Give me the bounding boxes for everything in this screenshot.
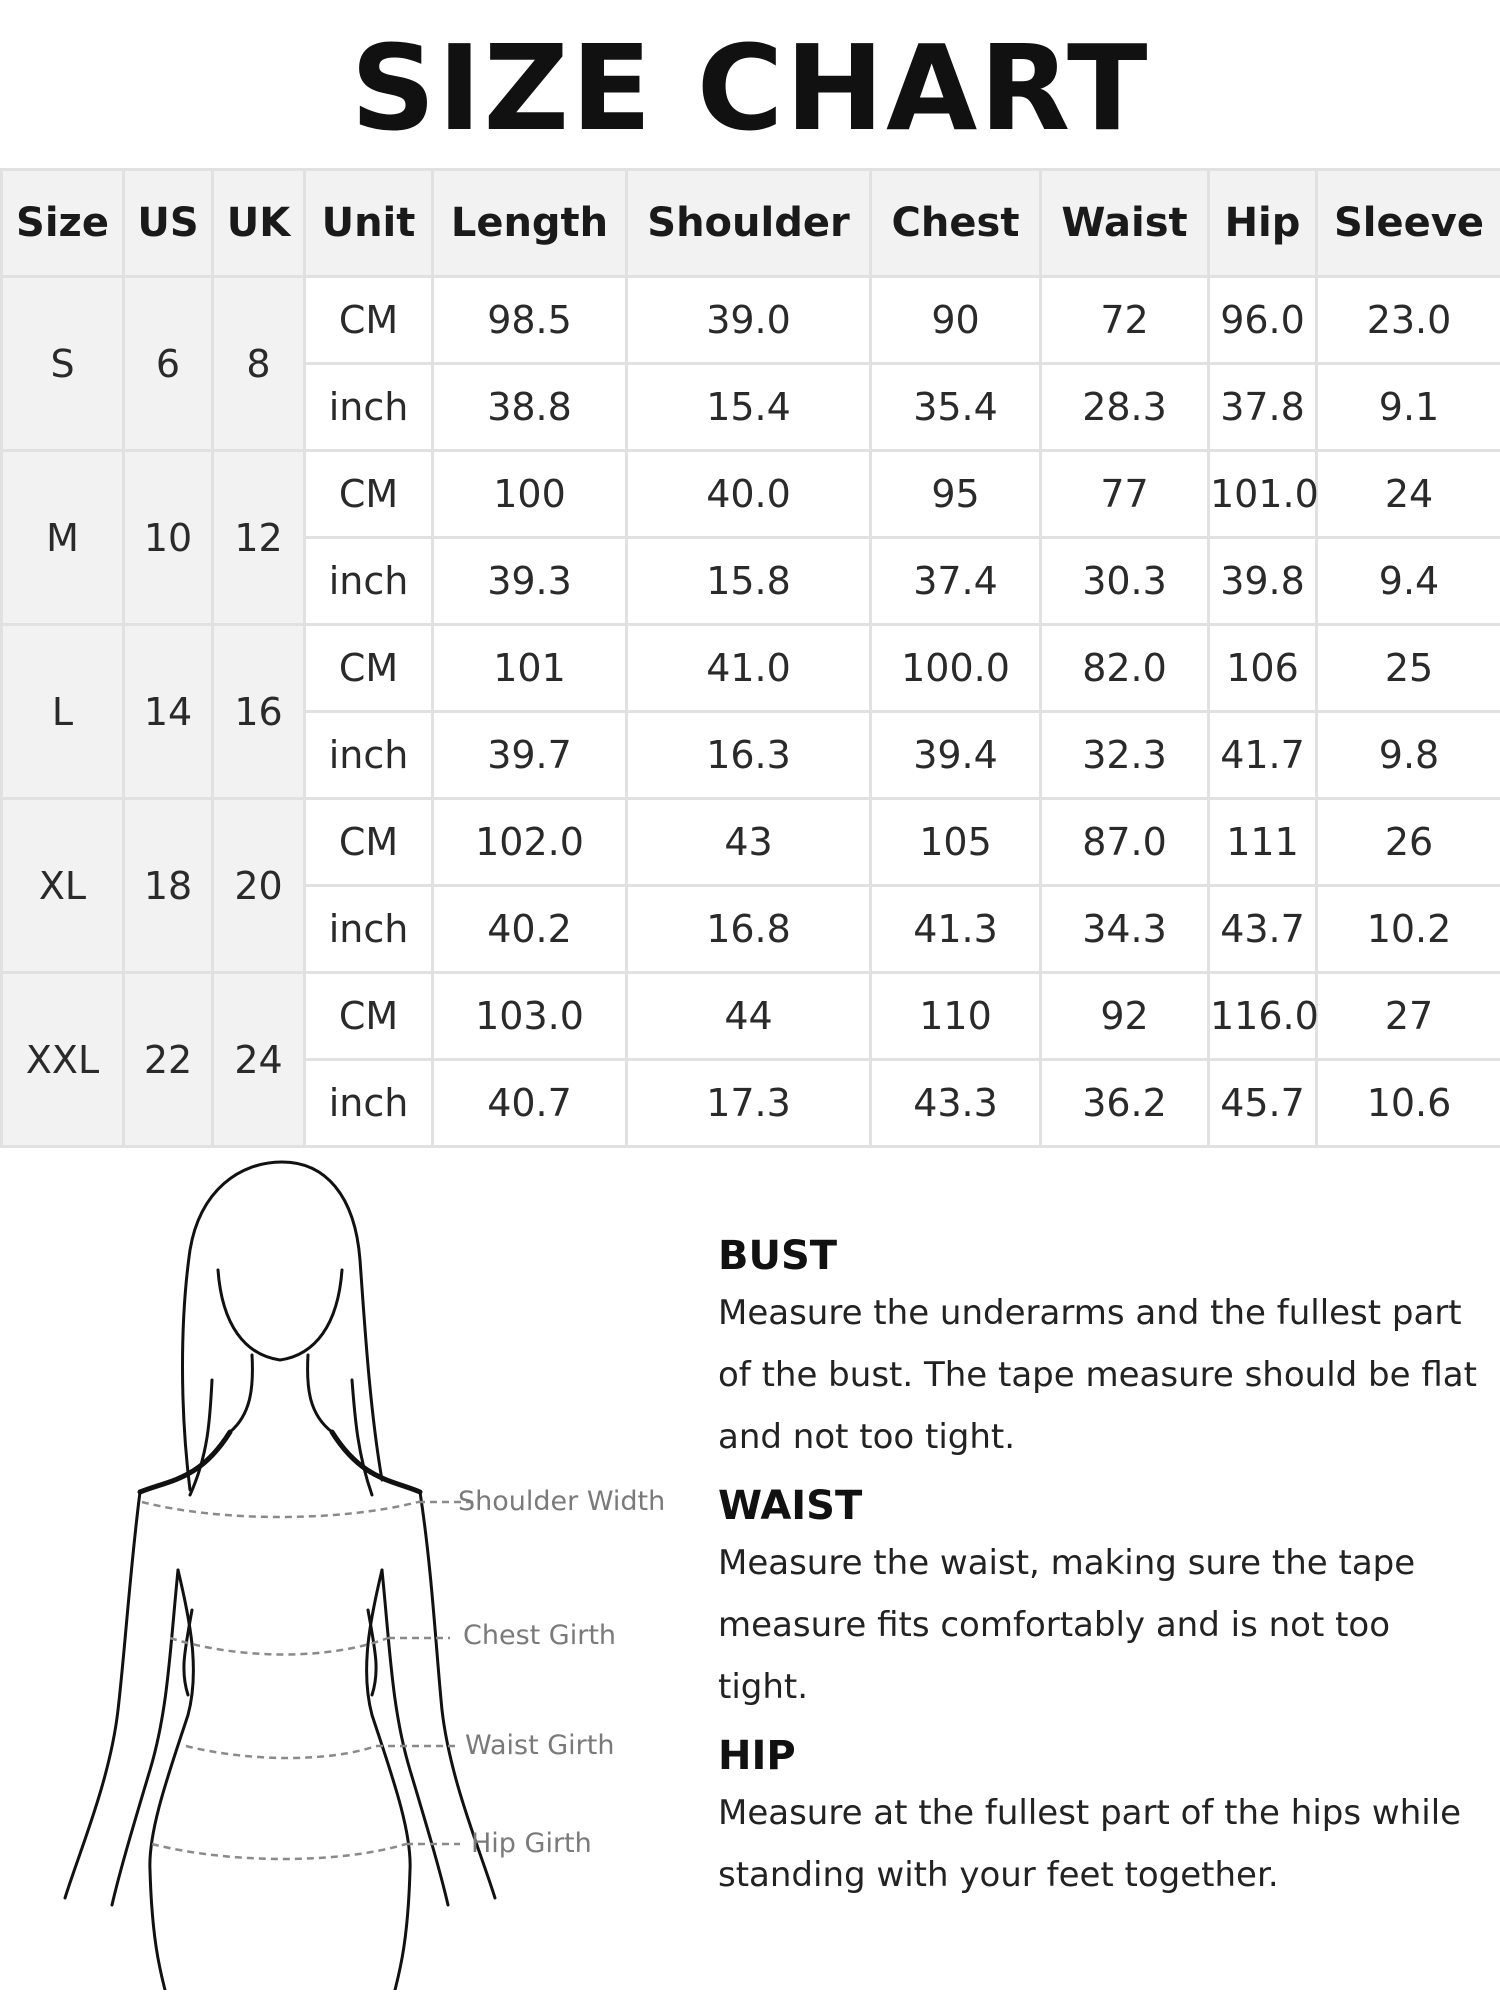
measurement-cell: 10.6 [1317,1060,1500,1147]
measurement-cell: 26 [1317,799,1500,886]
column-header: Shoulder [627,170,871,277]
measurement-cell: 39.8 [1209,538,1317,625]
measurement-cell: 101.0 [1209,451,1317,538]
shoulder-width-label: Shoulder Width [458,1486,666,1517]
table-row [2,799,1500,886]
measurement-cell: 37.8 [1209,364,1317,451]
table-header-row [2,170,1500,277]
measurement-cell: 37.4 [871,538,1041,625]
measurement-cell: 116.0 [1209,973,1317,1060]
measurement-cell: 17.3 [627,1060,871,1147]
measurement-cell: 41.7 [1209,712,1317,799]
measurement-cell: 40.0 [627,451,871,538]
body-measurement-figure [40,1150,740,1990]
measurement-cell: 111 [1209,799,1317,886]
measurement-cell: 23.0 [1317,277,1500,364]
measurement-cell: 39.3 [433,538,627,625]
unit-cell: inch [305,712,433,799]
waist-girth-label: Waist Girth [465,1730,615,1761]
unit-cell: inch [305,364,433,451]
measurement-cell: 40.2 [433,886,627,973]
measurement-cell: 34.3 [1041,886,1209,973]
table-row [2,277,1500,364]
measurement-cell: 30.3 [1041,538,1209,625]
page-title: SIZE CHART [350,19,1150,157]
measurement-cell: 40.7 [433,1060,627,1147]
hip-heading: HIP [718,1733,796,1779]
measurement-cell: 77 [1041,451,1209,538]
measurement-cell: 100.0 [871,625,1041,712]
unit-cell: CM [305,625,433,712]
measurement-cell: 41.3 [871,886,1041,973]
measurement-cell: 35.4 [871,364,1041,451]
column-header: Size [2,170,124,277]
measurement-cell: 45.7 [1209,1060,1317,1147]
us-size-cell: 10 [124,451,213,625]
chest-girth-label: Chest Girth [463,1620,617,1651]
unit-cell: CM [305,973,433,1060]
measurement-cell: 27 [1317,973,1500,1060]
measurement-cell: 92 [1041,973,1209,1060]
measurement-cell: 90 [871,277,1041,364]
column-header: Length [433,170,627,277]
column-header: Waist [1041,170,1209,277]
us-size-cell: 14 [124,625,213,799]
uk-size-cell: 16 [213,625,305,799]
table-row [2,973,1500,1060]
measurement-cell: 72 [1041,277,1209,364]
measurement-cell: 25 [1317,625,1500,712]
measurement-cell: 105 [871,799,1041,886]
measurement-cell: 9.4 [1317,538,1500,625]
size-cell: S [2,277,124,451]
measurement-cell: 24 [1317,451,1500,538]
unit-cell: inch [305,1060,433,1147]
measurement-cell: 9.8 [1317,712,1500,799]
bust-instructions: Measure the underarms and the fullest part of the bust. The tape measure should be flat and not too tight. [718,1293,1477,1457]
us-size-cell: 22 [124,973,213,1147]
measurement-cell: 16.8 [627,886,871,973]
uk-size-cell: 8 [213,277,305,451]
measurement-cell: 39.0 [627,277,871,364]
unit-cell: CM [305,451,433,538]
measurement-cell: 41.0 [627,625,871,712]
column-header: Hip [1209,170,1317,277]
size-cell: L [2,625,124,799]
column-header: Chest [871,170,1041,277]
measurement-cell: 39.7 [433,712,627,799]
measurement-cell: 43.3 [871,1060,1041,1147]
bust-heading: BUST [718,1233,838,1279]
size-table [0,168,1500,1148]
measurement-cell: 44 [627,973,871,1060]
column-header: UK [213,170,305,277]
us-size-cell: 6 [124,277,213,451]
measurement-cell: 106 [1209,625,1317,712]
measurement-cell: 36.2 [1041,1060,1209,1147]
column-header: US [124,170,213,277]
measurement-cell: 95 [871,451,1041,538]
unit-cell: CM [305,799,433,886]
measurement-cell: 43.7 [1209,886,1317,973]
measurement-cell: 16.3 [627,712,871,799]
measurement-cell: 38.8 [433,364,627,451]
measurement-cell: 87.0 [1041,799,1209,886]
unit-cell: inch [305,538,433,625]
measurement-cell: 32.3 [1041,712,1209,799]
size-cell: M [2,451,124,625]
waist-heading: WAIST [718,1483,863,1529]
measurement-cell: 103.0 [433,973,627,1060]
uk-size-cell: 12 [213,451,305,625]
measurement-cell: 110 [871,973,1041,1060]
measurement-cell: 100 [433,451,627,538]
unit-cell: inch [305,886,433,973]
hip-instructions: Measure at the fullest part of the hips while standing with your feet together. [718,1793,1462,1895]
measurement-cell: 98.5 [433,277,627,364]
table-body [2,277,1500,1147]
uk-size-cell: 20 [213,799,305,973]
table-row [2,451,1500,538]
hip-girth-label: Hip Girth [471,1828,592,1859]
measurement-cell: 82.0 [1041,625,1209,712]
body-silhouette-illustration [40,1150,740,1990]
measurement-cell: 15.8 [627,538,871,625]
uk-size-cell: 24 [213,973,305,1147]
size-cell: XXL [2,973,124,1147]
table-row [2,625,1500,712]
measurement-cell: 43 [627,799,871,886]
size-cell: XL [2,799,124,973]
measurement-cell: 101 [433,625,627,712]
measurement-cell: 96.0 [1209,277,1317,364]
us-size-cell: 18 [124,799,213,973]
measurement-cell: 39.4 [871,712,1041,799]
measurement-cell: 28.3 [1041,364,1209,451]
measurement-cell: 102.0 [433,799,627,886]
unit-cell: CM [305,277,433,364]
column-header: Unit [305,170,433,277]
measurement-cell: 9.1 [1317,364,1500,451]
measuring-guide [718,1230,1478,1918]
measurement-cell: 15.4 [627,364,871,451]
waist-instructions: Measure the waist, making sure the tape measure fits comfortably and is not too tight. [718,1543,1416,1707]
column-header: Sleeve [1317,170,1500,277]
measurement-cell: 10.2 [1317,886,1500,973]
